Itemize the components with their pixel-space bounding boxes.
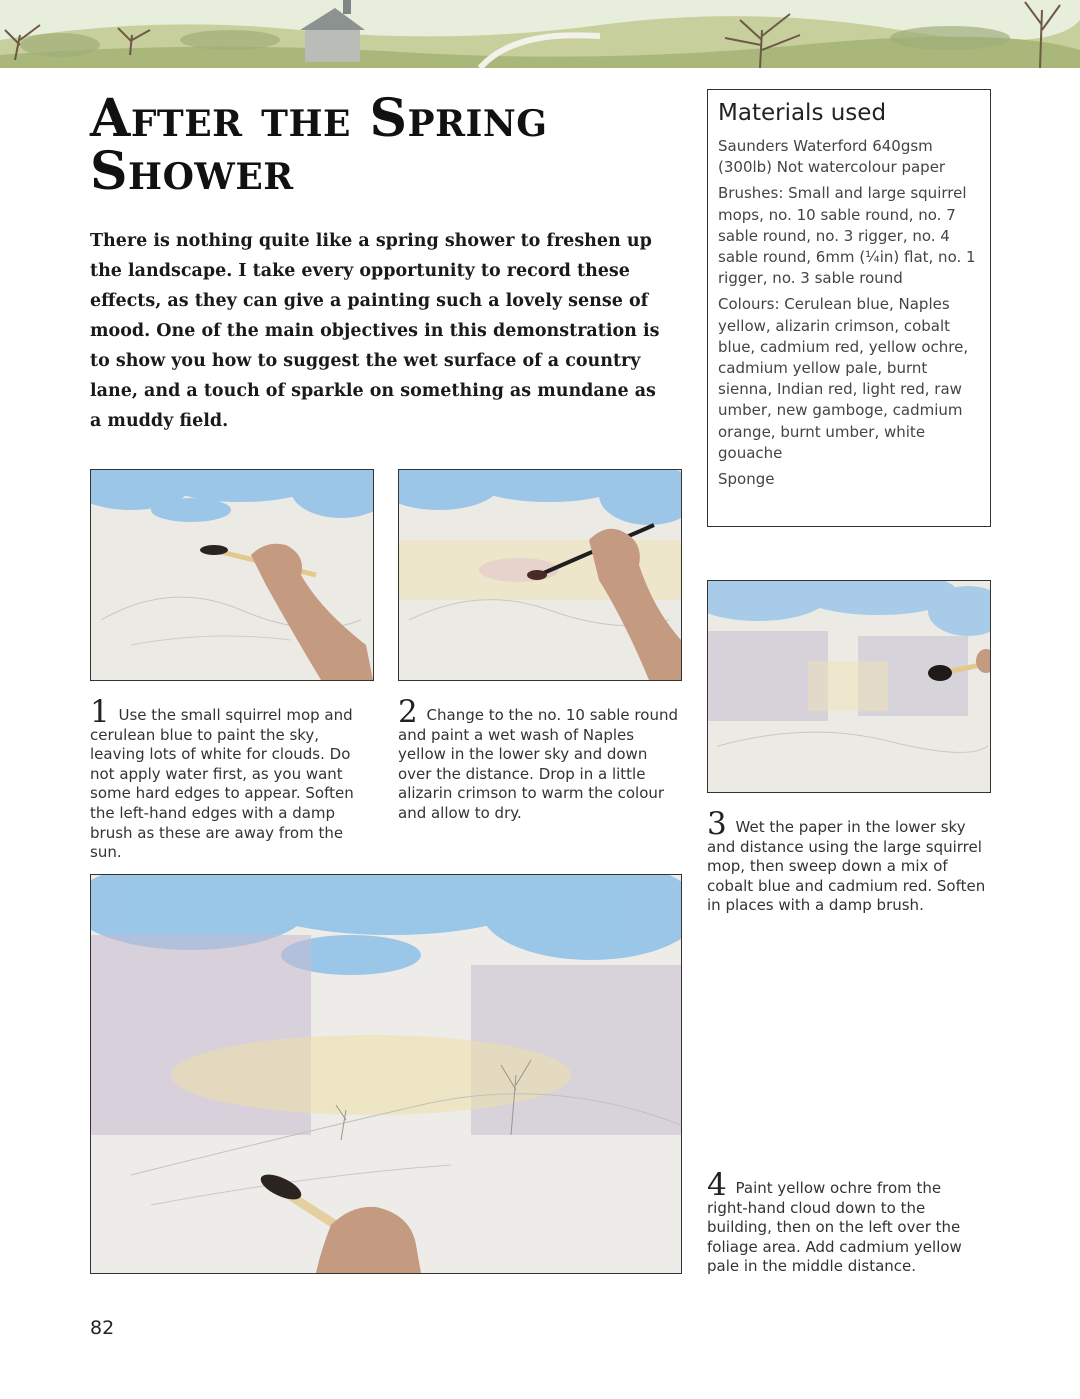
- page-number: 82: [90, 1317, 115, 1339]
- step-text: Change to the no. 10 sable round and paint a wet wash of Naples yellow in the lower sky and down over the distance. Drop in a little alizarin crimson to warm the colour and allow to dry.: [398, 706, 678, 822]
- step-1-caption: [90, 694, 375, 863]
- materials-item: Brushes: Small and large squirrel mops, no. 10 sable round, no. 7 sable round, no. 3 rigger, no. 4 sable round, 6mm (¼in) flat, no. 1 rigger, no. 3 sable round: [718, 184, 976, 288]
- step-1-photo: [90, 469, 374, 681]
- step-3-photo: [707, 580, 991, 793]
- step-number: 2: [398, 694, 418, 730]
- step-text: Use the small squirrel mop and cerulean blue to paint the sky, leaving lots of white for clouds. Do not apply water first, as you want some hard edges to appear. Soften the left-hand edges with a damp brush as these are away from the sun.: [90, 706, 354, 862]
- step-3-caption: [707, 806, 992, 916]
- materials-heading: Materials used: [718, 100, 887, 126]
- materials-item: Saunders Waterford 640gsm (300lb) Not watercolour paper: [718, 137, 946, 177]
- step-2-photo: [398, 469, 682, 681]
- step-2-caption: [398, 694, 683, 824]
- banner-painting: [0, 0, 1080, 68]
- intro-paragraph: There is nothing quite like a spring shower to freshen up the landscape. I take every opportunity to record these effects, as they can give a painting such a lovely sense of mood. One of the main objectives in this demonstration is to show you how to suggest the wet surface of a country lane, and a touch of sparkle on something as mundane as a muddy field.: [90, 231, 660, 431]
- materials-item: Colours: Cerulean blue, Naples yellow, alizarin crimson, cobalt blue, cadmium red, yellow ochre, cadmium yellow pale, burnt sienna, Indian red, light red, raw umber, new gamboge, cadmium orange, burnt umber, white gouache: [718, 295, 969, 462]
- step-text: Paint yellow ochre from the right-hand cloud down to the building, then on the left over the foliage area. Add cadmium yellow pale in the middle distance.: [707, 1179, 962, 1276]
- step-number: 4: [707, 1167, 727, 1203]
- step-4-photo: [90, 874, 682, 1274]
- step-4-caption: [707, 1167, 967, 1277]
- step-number: 3: [707, 806, 727, 842]
- materials-item: Sponge: [718, 470, 775, 489]
- step-text: Wet the paper in the lower sky and distance using the large squirrel mop, then sweep down a mix of cobalt blue and cadmium red. Soften in places with a damp brush.: [707, 818, 986, 915]
- step-number: 1: [90, 694, 110, 730]
- page-title: After the Spring Shower: [90, 88, 548, 202]
- materials-box: [707, 89, 991, 527]
